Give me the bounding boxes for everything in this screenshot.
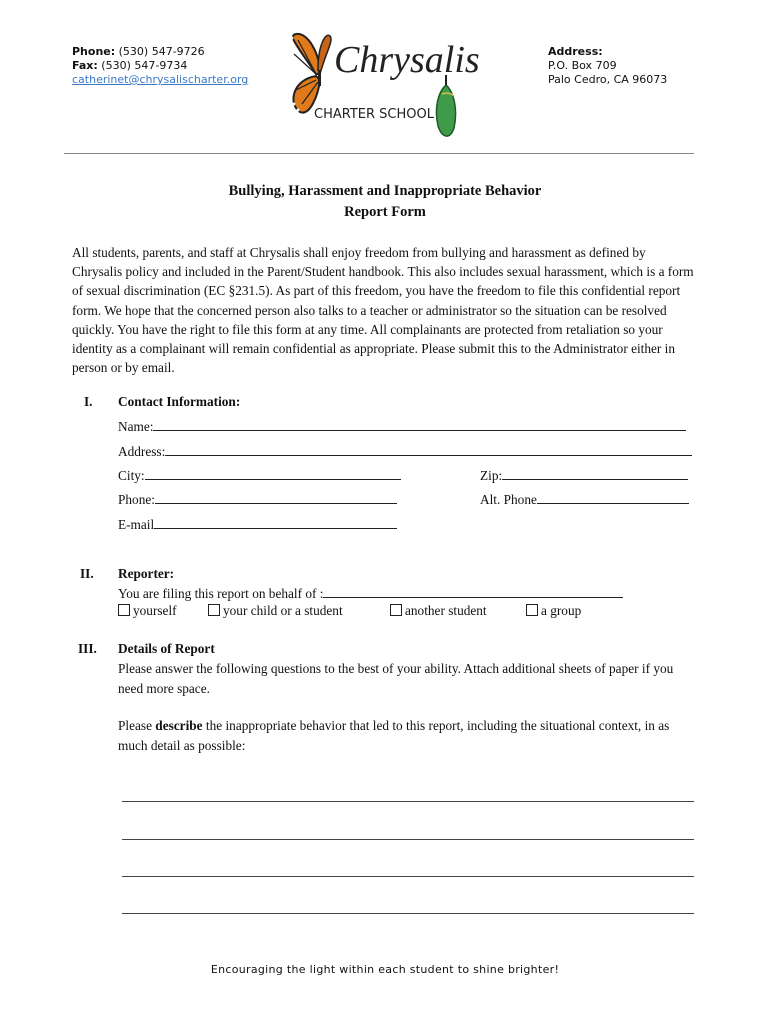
- section1-number: I.: [84, 394, 93, 409]
- phone-field[interactable]: [118, 491, 397, 508]
- address-input-line[interactable]: [165, 443, 692, 456]
- checkbox-yourself[interactable]: [118, 604, 130, 616]
- phone-input-line[interactable]: [155, 491, 397, 504]
- butterfly-logo-icon: [278, 30, 488, 148]
- phone-field-label: Phone:: [118, 492, 155, 507]
- address-line2: Palo Cedro, CA 96073: [548, 73, 668, 86]
- describe-pre: Please: [118, 718, 156, 733]
- reporter-input-line[interactable]: [323, 585, 623, 598]
- alt-phone-field[interactable]: [480, 491, 689, 508]
- option-yourself[interactable]: [118, 603, 177, 619]
- email-label: E-mail: [118, 517, 155, 532]
- option-another-student[interactable]: [390, 603, 487, 619]
- intro-paragraph: All students, parents, and staff at Chrysalis shall enjoy freedom from bullying and harassment as defined by Chrysalis policy and included in the Parent/Student handbook. This also includes sexual harassment, which is a form of sexual discrimination (EC §231.5). As part of this freedom, you have the freedom to file this confidential report form. We hope that the concerned person also talks to a teacher or administrator so the situation can be resolved quickly. You have the right to file this form at any time. All complainants are protected from retaliation so your identity as a complainant will remain confidential as appropriate. Please submit this to the Administrator either in person or by email.: [72, 245, 694, 376]
- fax-label: Fax:: [72, 59, 98, 72]
- option-another-student-label: another student: [405, 603, 487, 618]
- address-label: Address:: [548, 45, 603, 58]
- checkbox-group[interactable]: [526, 604, 538, 616]
- section3-number: III.: [78, 641, 97, 656]
- email-field[interactable]: [118, 516, 397, 533]
- checkbox-another-student[interactable]: [390, 604, 402, 616]
- answer-line[interactable]: [122, 913, 694, 914]
- option-group[interactable]: [526, 603, 581, 619]
- describe-bold: describe: [155, 718, 203, 733]
- title-line1: Bullying, Harassment and Inappropriate Behavior: [228, 183, 542, 199]
- phone-label: Phone:: [72, 45, 116, 58]
- section3-heading: Details of Report: [118, 641, 215, 656]
- zip-field[interactable]: [480, 467, 688, 484]
- option-child[interactable]: [208, 603, 343, 619]
- name-input-line[interactable]: [153, 418, 686, 431]
- address-line1: P.O. Box 709: [548, 59, 617, 72]
- details-instructions: Please answer the following questions to the best of your ability. Attach additional sheets of paper if you need more space.: [118, 661, 674, 696]
- describe-post: the inappropriate behavior that led to this report, including the situational context, in as much detail as possible:: [118, 718, 670, 753]
- email-link[interactable]: catherinet@chrysalischarter.org: [72, 73, 249, 86]
- name-field[interactable]: [118, 418, 686, 435]
- alt-phone-label: Alt. Phone: [480, 492, 537, 507]
- footer-tagline: Encouraging the light within each student to shine brighter!: [210, 963, 560, 976]
- answer-line[interactable]: [122, 876, 694, 877]
- city-field[interactable]: [118, 467, 401, 484]
- section2-heading: Reporter:: [118, 566, 175, 581]
- title-line2: Report Form: [344, 204, 426, 220]
- describe-prompt: [118, 716, 698, 755]
- answer-line[interactable]: [122, 839, 694, 840]
- header-divider: [64, 153, 694, 154]
- form-title: [0, 181, 770, 223]
- reporter-prompt: [118, 585, 623, 602]
- contact-block: [72, 45, 248, 87]
- city-input-line[interactable]: [145, 467, 401, 480]
- address-field-label: Address:: [118, 444, 166, 459]
- option-child-label: your child or a student: [223, 603, 343, 618]
- zip-label: Zip:: [480, 468, 503, 483]
- option-group-label: a group: [541, 603, 582, 618]
- city-label: City:: [118, 468, 145, 483]
- logo-name: Chrysalis: [334, 39, 480, 81]
- address-field[interactable]: [118, 443, 692, 460]
- phone-value: (530) 547-9726: [118, 45, 205, 58]
- zip-input-line[interactable]: [502, 467, 688, 480]
- email-input-line[interactable]: [154, 516, 397, 529]
- name-label: Name:: [118, 419, 154, 434]
- reporter-prompt-text: You are filing this report on behalf of :: [118, 586, 324, 601]
- section1-heading: Contact Information:: [118, 394, 241, 409]
- option-yourself-label: yourself: [133, 603, 177, 618]
- school-logo: [278, 30, 488, 148]
- answer-line[interactable]: [122, 801, 694, 802]
- section2-number: II.: [80, 566, 94, 581]
- fax-value: (530) 547-9734: [101, 59, 188, 72]
- alt-phone-input-line[interactable]: [537, 491, 689, 504]
- checkbox-child[interactable]: [208, 604, 220, 616]
- address-block: [548, 45, 667, 87]
- logo-subtitle: CHARTER SCHOOL: [314, 107, 434, 122]
